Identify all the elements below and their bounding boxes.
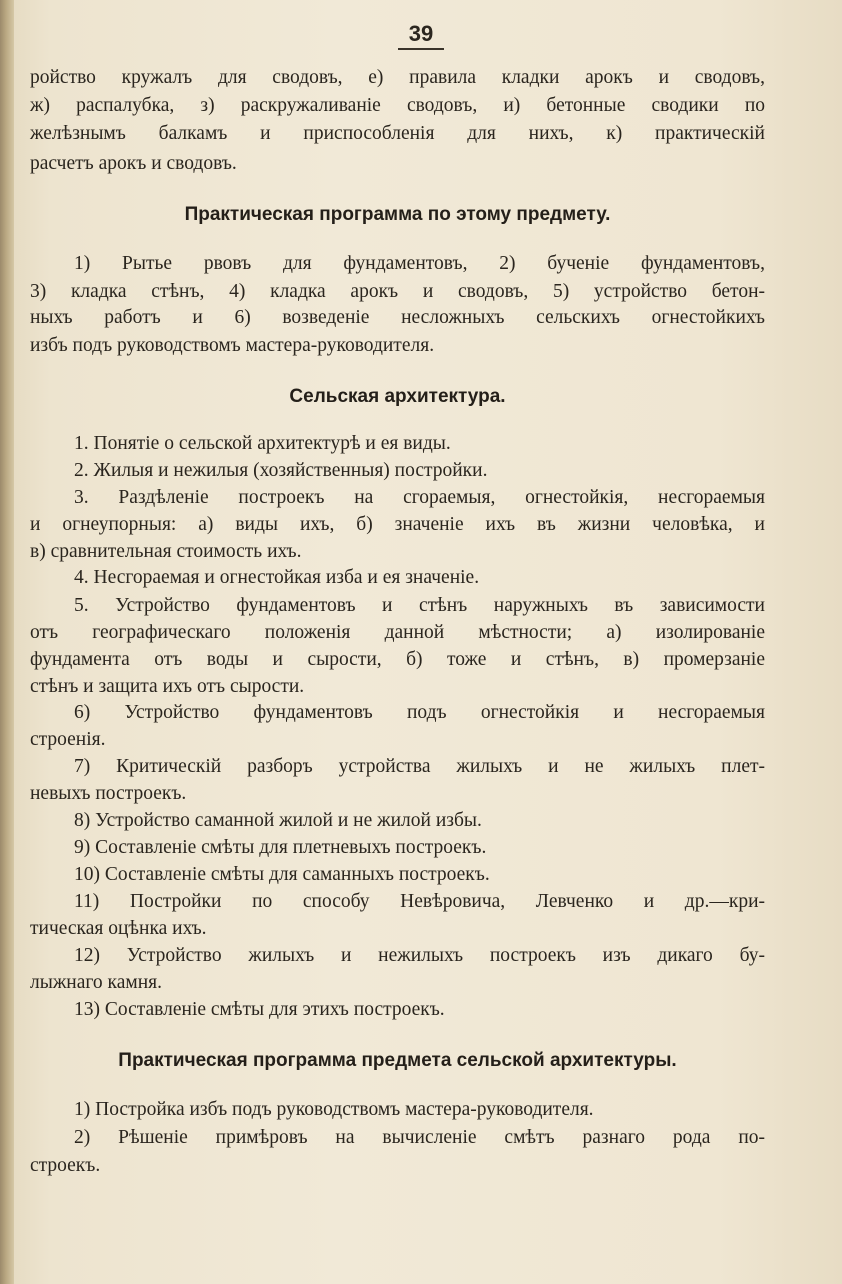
text-line: ж) распалубка, з) раскружаливаніе сводовъ, и) бетонные сводики по xyxy=(30,95,765,116)
section-heading: Практическая программа предмета сельской архитектуры. xyxy=(118,1050,677,1071)
list-item: 2. Жилыя и нежилыя (хозяйственныя) постройки. xyxy=(74,460,488,481)
text-line: 3) кладка стѣнъ, 4) кладка арокъ и сводовъ, 5) устройство бетон- xyxy=(30,281,765,302)
text-line: ройство кружалъ для сводовъ, е) правила кладки арокъ и сводовъ, xyxy=(30,67,765,88)
text-line: 1) Рытье рвовъ для фундаментовъ, 2) бученіе фундаментовъ, xyxy=(74,253,765,274)
text-line: лыжнаго камня. xyxy=(30,972,162,993)
text-line: невыхъ построекъ. xyxy=(30,783,187,804)
list-item: 6) Устройство фундаментовъ подъ огнестойкія и несгораемыя xyxy=(74,702,765,723)
text-line: и огнеупорныя: а) виды ихъ, б) значеніе ихъ въ жизни человѣка, и xyxy=(30,514,765,535)
text-line: стѣнъ и защита ихъ отъ сырости. xyxy=(30,676,305,697)
list-item: 5. Устройство фундаментовъ и стѣнъ наружныхъ въ зависимости xyxy=(74,595,765,616)
book-spine-shadow xyxy=(0,0,14,1284)
page-number: 39 xyxy=(408,21,434,46)
list-item: 3. Раздѣленіе построекъ на сгораемыя, огнестойкія, несгораемыя xyxy=(74,487,765,508)
text-line: отъ географическаго положенія данной мѣстности; а) изолированіе xyxy=(30,622,765,643)
list-item: 7) Критическій разборъ устройства жилыхъ и не жилыхъ плет- xyxy=(74,756,765,777)
list-item: 12) Устройство жилыхъ и нежилыхъ построекъ изъ дикаго бу- xyxy=(74,945,765,966)
list-item: 1) Постройка избъ подъ руководствомъ мастера-руководителя. xyxy=(74,1099,594,1120)
section-heading: Практическая программа по этому предмету. xyxy=(184,204,611,225)
page-number-underline xyxy=(398,48,444,50)
text-line: ныхъ работъ и 6) возведеніе несложныхъ сельскихъ огнестойкихъ xyxy=(30,307,765,328)
page-number-block xyxy=(0,22,842,50)
list-item: 4. Несгораемая и огнестойкая изба и ея значеніе. xyxy=(74,567,480,588)
text-line: тическая оцѣнка ихъ. xyxy=(30,918,207,939)
list-item: 1. Понятіе о сельской архитектурѣ и ея виды. xyxy=(74,433,451,454)
text-line: фундамента отъ воды и сырости, б) тоже и стѣнъ, в) промерзаніе xyxy=(30,649,765,670)
list-item: 10) Составленіе смѣты для саманныхъ построекъ. xyxy=(74,864,490,885)
list-item: 9) Составленіе смѣты для плетневыхъ построекъ. xyxy=(74,837,487,858)
text-line: строекъ. xyxy=(30,1155,101,1176)
list-item: 13) Составленіе смѣты для этихъ построекъ. xyxy=(74,999,445,1020)
text-line: строенія. xyxy=(30,729,106,750)
list-item: 11) Постройки по способу Невѣровича, Левченко и др.—кри- xyxy=(74,891,765,912)
text-line: желѣзнымъ балкамъ и приспособленія для нихъ, к) практическій xyxy=(30,123,765,144)
text-line: в) сравнительная стоимость ихъ. xyxy=(30,541,302,562)
list-item: 8) Устройство саманной жилой и не жилой избы. xyxy=(74,810,482,831)
section-heading: Сельская архитектура. xyxy=(289,386,506,407)
text-line: избъ подъ руководствомъ мастера-руководителя. xyxy=(30,335,435,356)
list-item: 2) Рѣшеніе примѣровъ на вычисленіе смѣтъ разнаго рода по- xyxy=(74,1127,765,1148)
text-line: расчетъ арокъ и сводовъ. xyxy=(30,153,237,174)
